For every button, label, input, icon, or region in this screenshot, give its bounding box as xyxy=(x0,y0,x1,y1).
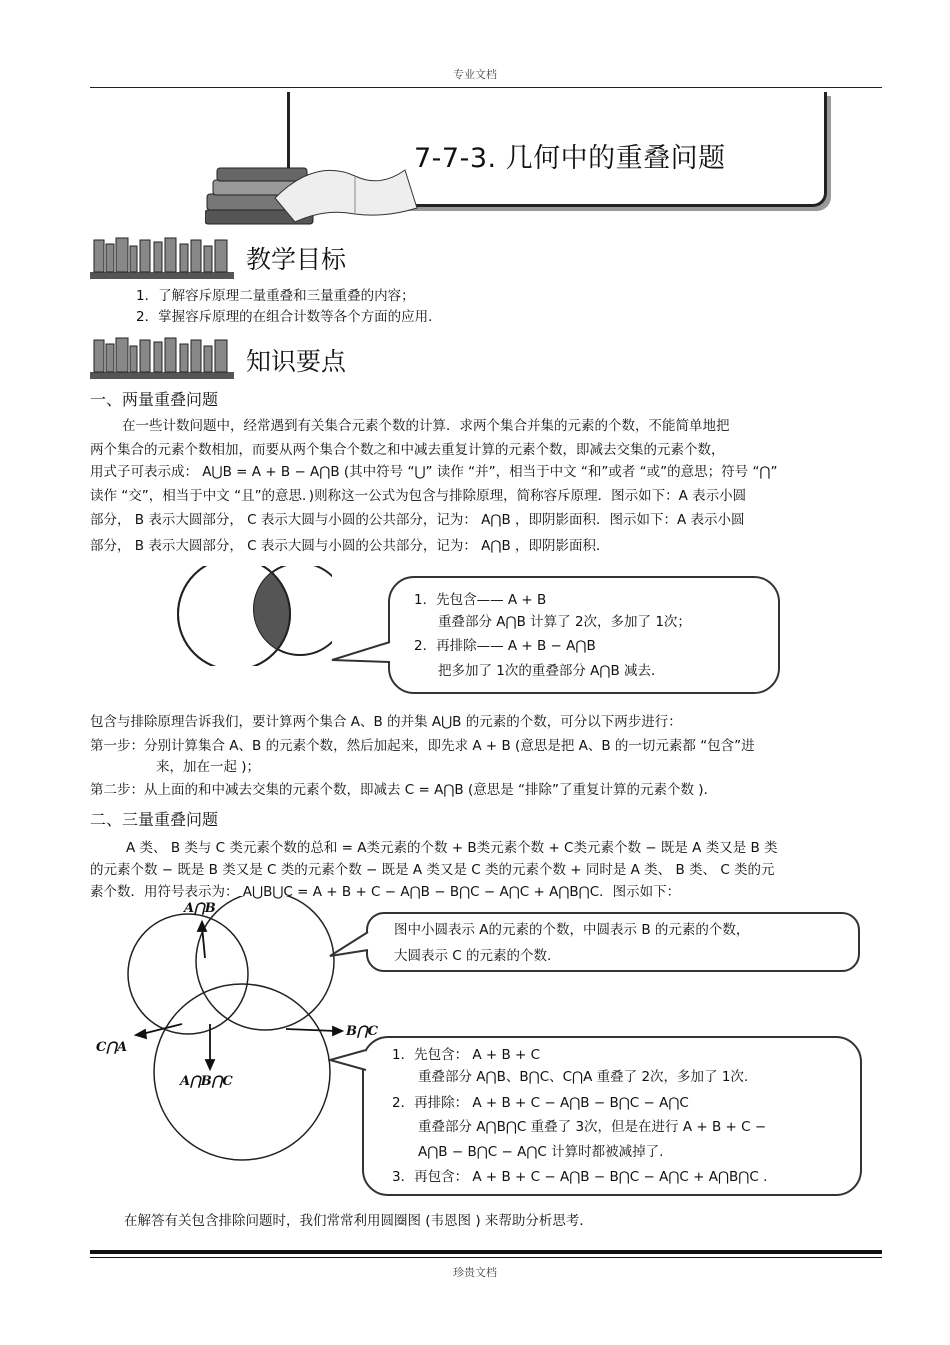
bubble-tail xyxy=(328,930,370,960)
bubble1-line: 重叠部分 A⋂B 计算了 2次，多加了 1次； xyxy=(438,614,691,630)
part1-after-line: 包含与排除原理告诉我们，要计算两个集合 A、B 的并集 A⋃B 的元素的个数，可分以下两步进行： xyxy=(90,714,682,730)
closing-note: 在解答有关包含排除问题时，我们常常利用圆圈图 (韦恩图 ) 来帮助分析思考． xyxy=(124,1213,593,1229)
part2-para-line: A 类、 B 类与 C 类元素个数的总和 = A类元素的个数 + B类元素个数 + C类元素个数 − 既是 A 类又是 B 类 xyxy=(126,840,778,856)
bubble1-line: 2．再排除—— A + B − A⋂B xyxy=(414,638,596,654)
part1-heading: 一、两量重叠问题 xyxy=(90,390,219,409)
bubble1-line: 1．先包含—— A + B xyxy=(414,592,547,608)
goal-item: 2．掌握容斥原理的在组合计数等各个方面的应用． xyxy=(136,309,442,325)
part1-para-line: 部分， B 表示大圆部分， C 表示大圆与小圆的公共部分，记为： A⋂B ，即阴影面积． xyxy=(90,538,610,554)
bubble-tail xyxy=(328,1046,368,1076)
part1-after-line: 第二步：从上面的和中减去交集的元素个数，即减去 C = A⋂B (意思是 “排除”了重复计算的元素个数 )． xyxy=(90,782,718,798)
part1-para-line: 部分， B 表示大圆部分， C 表示大圆与小圆的公共部分，记为： A⋂B ，即阴影面积．图示如下：A 表示小圆 xyxy=(90,512,745,528)
bookshelf-icon xyxy=(90,236,236,280)
part2-para-line: 的元素个数 − 既是 B 类又是 C 类的元素个数 − 既是 A 类又是 C 类的元素个数 + 同时是 A 类、 B 类、 C 类的元 xyxy=(90,862,775,878)
footer-rule xyxy=(90,1250,882,1254)
label-c-cap-a: C⋂A xyxy=(96,1040,128,1055)
bubble3-line: 3．再包含： A + B + C − A⋂B − B⋂C − A⋂C + A⋂B⋂C . xyxy=(392,1169,768,1185)
part1-para-line: 用式子可表示成： A⋃B = A + B − A⋂B (其中符号 “⋃” 读作 “并”，相当于中文 “和”或者 “或”的意思；符号 “⋂” xyxy=(90,464,778,480)
label-b-cap-c: B⋂C xyxy=(346,1024,378,1039)
bubble-tail xyxy=(330,640,392,670)
books-illustration-icon xyxy=(205,158,425,228)
bubble3-line: 重叠部分 A⋂B⋂C 重叠了 3次，但是在进行 A + B + C − xyxy=(418,1119,767,1135)
page-header: 专业文档 xyxy=(453,68,497,81)
goal-item: 1．了解容斥原理二量重叠和三量重叠的内容； xyxy=(136,288,415,304)
part1-para-line: 在一些计数问题中，经常遇到有关集合元素个数的计算．求两个集合并集的元素的个数，不能简单地把 xyxy=(122,418,730,434)
bubble3-line: 重叠部分 A⋂B、B⋂C、C⋂A 重叠了 2次，多加了 1次. xyxy=(418,1069,749,1085)
section-title-goals: 教学目标 xyxy=(246,245,347,274)
bookshelf-icon xyxy=(90,336,236,380)
bubble2-line: 图中小圆表示 A的元素的个数，中圆表示 B 的元素的个数， xyxy=(394,922,750,938)
label-a-cap-b: A⋂B xyxy=(184,901,216,916)
bubble3-line: 2．再排除： A + B + C − A⋂B − B⋂C − A⋂C xyxy=(392,1095,689,1111)
label-a-cap-b-cap-c: A⋂B⋂C xyxy=(180,1074,233,1089)
header-rule xyxy=(90,87,882,88)
part1-after-line: 来，加在一起 )； xyxy=(156,759,261,775)
page-footer: 珍贵文档 xyxy=(453,1266,497,1279)
section-title-points: 知识要点 xyxy=(246,347,347,376)
part2-heading: 二、三量重叠问题 xyxy=(90,810,219,829)
part1-para-line: 两个集合的元素个数相加，而要从两个集合个数之和中减去重复计算的元素个数，即减去交集的元素个数， xyxy=(90,442,725,458)
part1-para-line: 读作 “交”，相当于中文 “且”的意思．)则称这一公式为包含与排除原理，简称容斥原理．图示如下：A 表示小圆 xyxy=(90,488,747,504)
part1-after-line: 第一步：分别计算集合 A、B 的元素个数，然后加起来，即先求 A + B (意思是把 A、B 的一切元素都 “包含”进 xyxy=(90,738,755,754)
footer-rule xyxy=(90,1257,882,1258)
bubble3-line: 1．先包含： A + B + C xyxy=(392,1047,541,1063)
page-title: 7-7-3. 几何中的重叠问题 xyxy=(414,143,726,174)
two-set-venn-diagram xyxy=(172,566,332,666)
bubble2-line: 大圆表示 C 的元素的个数. xyxy=(394,948,552,964)
bubble3-line: A⋂B − B⋂C − A⋂C 计算时都被减掉了. xyxy=(418,1144,664,1160)
part2-para-line: 素个数．用符号表示为： A⋃B⋃C = A + B + C − A⋂B − B⋂C − A⋂C + A⋂B⋂C．图示如下： xyxy=(90,884,681,900)
bubble1-line: 把多加了 1次的重叠部分 A⋂B 减去． xyxy=(438,663,665,679)
